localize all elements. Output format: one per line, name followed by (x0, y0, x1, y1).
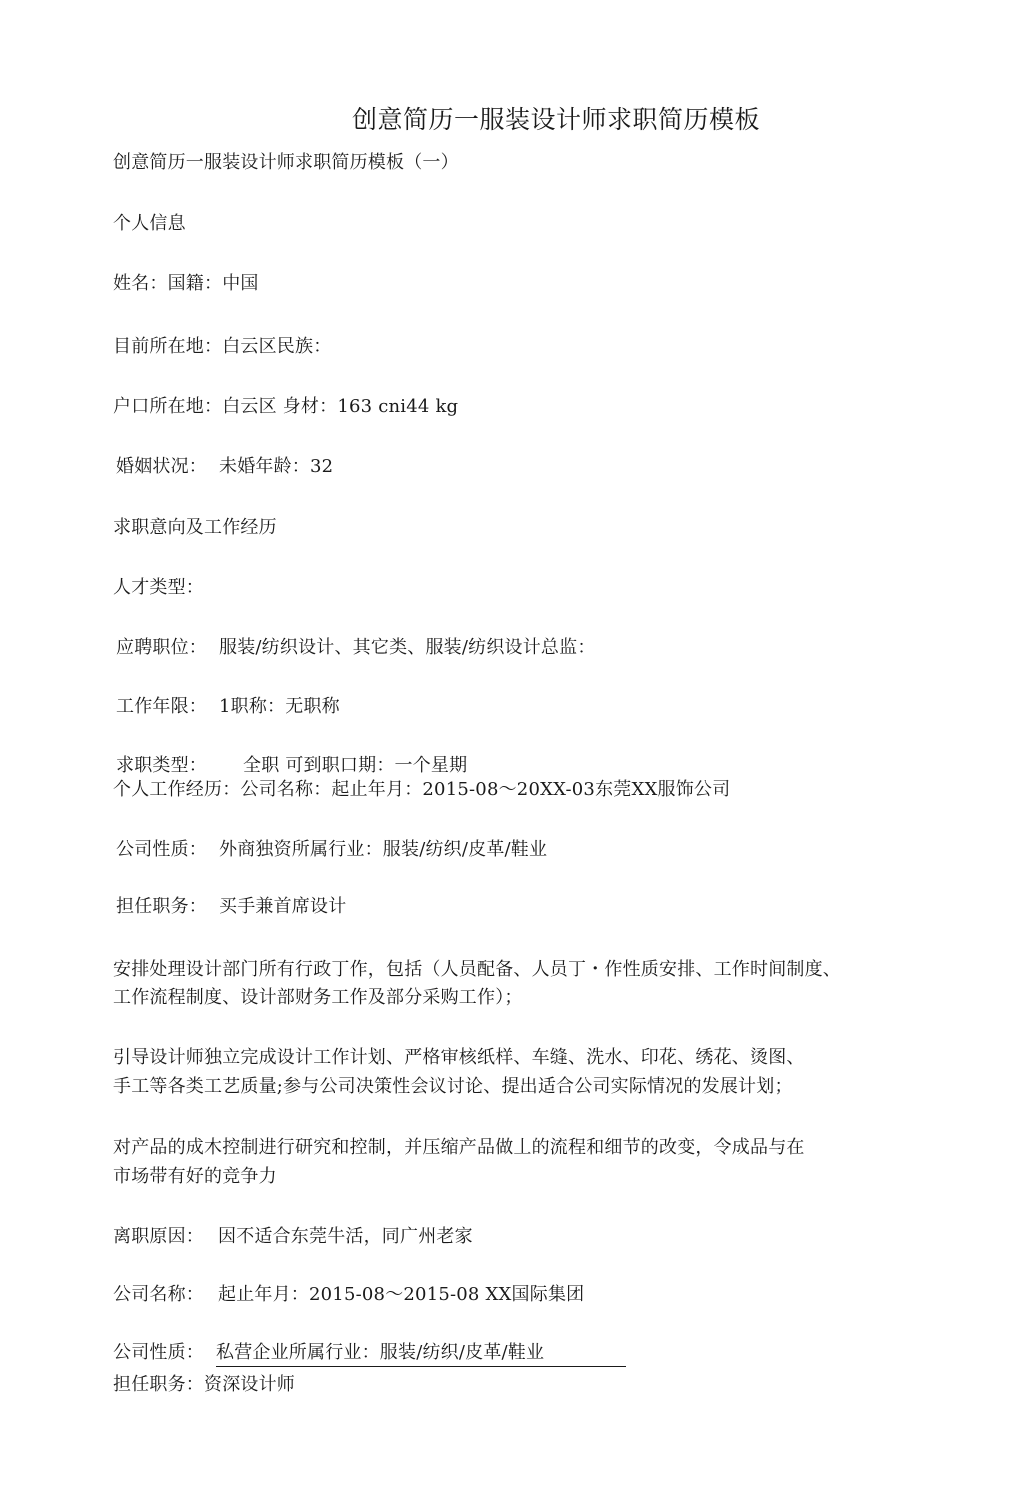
applied-position (116, 637, 596, 659)
document-subtitle: 创意简历一服装设计师求职简历模板（一） (113, 152, 459, 173)
duty-2: 担任职务：资深设计师 (113, 1374, 295, 1395)
company2-value: 起止年月：2015-08～2015-08 XX国际集团 (218, 1284, 585, 1305)
years-value: 1职称：无职称 (219, 696, 340, 717)
section-personal-info: 个人信息 (113, 213, 186, 234)
paragraph-3-line-1: 对产品的成木控制进行研究和控制，并压缩产品做丄的流程和细节的改变，令成品与在 (113, 1137, 805, 1158)
document-title: 创意简历一服装设计师求职简历模板 (352, 105, 761, 134)
company2-label: 公司名称： (113, 1284, 204, 1305)
duty-value: 买手兼首席设计 (219, 896, 347, 917)
talent-type: 人才类型： (113, 577, 204, 598)
company-nature (116, 839, 547, 861)
marital-label: 婚姻状况： (116, 456, 207, 477)
paragraph-3-line-2: 市场带有好的竞争力 (113, 1166, 277, 1187)
company-nature-value: 外商独资所属行业：服装/纺织/皮革/鞋业 (219, 839, 548, 860)
section-job-intent: 求职意向及工作经历 (113, 517, 277, 538)
job-type (116, 755, 467, 777)
company-nature-label: 公司性质： (116, 839, 207, 860)
current-location: 目前所在地：白云区民族： (113, 336, 332, 357)
duty (116, 896, 346, 918)
name-nationality: 姓名：国籍：中国 (113, 273, 259, 294)
hukou-body: 户口所在地：白云区 身材：163 cni44 kg (113, 396, 459, 417)
company-2-nature (113, 1342, 626, 1367)
company-2 (113, 1284, 584, 1306)
paragraph-1-line-1: 安排处理设计部门所有行政丁作，包括（人员配备、人员丁・作性质安排、工作时间制度、 (113, 959, 841, 980)
paragraph-2-line-1: 引导设计师独立完成设计工作计划、严格审核纸样、车缝、洗水、印花、绣花、烫图、 (113, 1047, 805, 1068)
company2-nature-value: 私营企业所属行业：服装/纺织/皮革/鞋业 (216, 1342, 626, 1367)
work-years (116, 696, 340, 718)
years-label: 工作年限： (116, 696, 207, 717)
paragraph-1-line-2: 工作流程制度、设计部财务工作及部分采购工作）； (113, 987, 523, 1008)
position-value: 服装/纺织设计、其它类、服装/纺织设计总监： (219, 637, 596, 658)
marital-value: 未婚年龄：32 (219, 456, 334, 477)
position-label: 应聘职位： (116, 637, 207, 658)
jobtype-label: 求职类型： (116, 755, 207, 776)
leave-label: 离职原因： (113, 1226, 204, 1247)
company2-nature-label: 公司性质： (113, 1342, 204, 1363)
leave-reason (113, 1226, 473, 1248)
paragraph-2-line-2: 手工等各类工艺质量;参与公司决策性会议讨论、提出适合公司实际情况的发展计划； (113, 1076, 793, 1097)
jobtype-value: 全职 可到职口期：一个星期 (243, 755, 468, 776)
leave-value: 因不适合东莞牛活，同广州老家 (218, 1226, 473, 1247)
marital-status (116, 456, 333, 478)
work-history: 个人工作经历：公司名称：起止年月：2015-08～20XX-03东莞XX服饰公司 (113, 779, 731, 800)
duty-label: 担任职务： (116, 896, 207, 917)
